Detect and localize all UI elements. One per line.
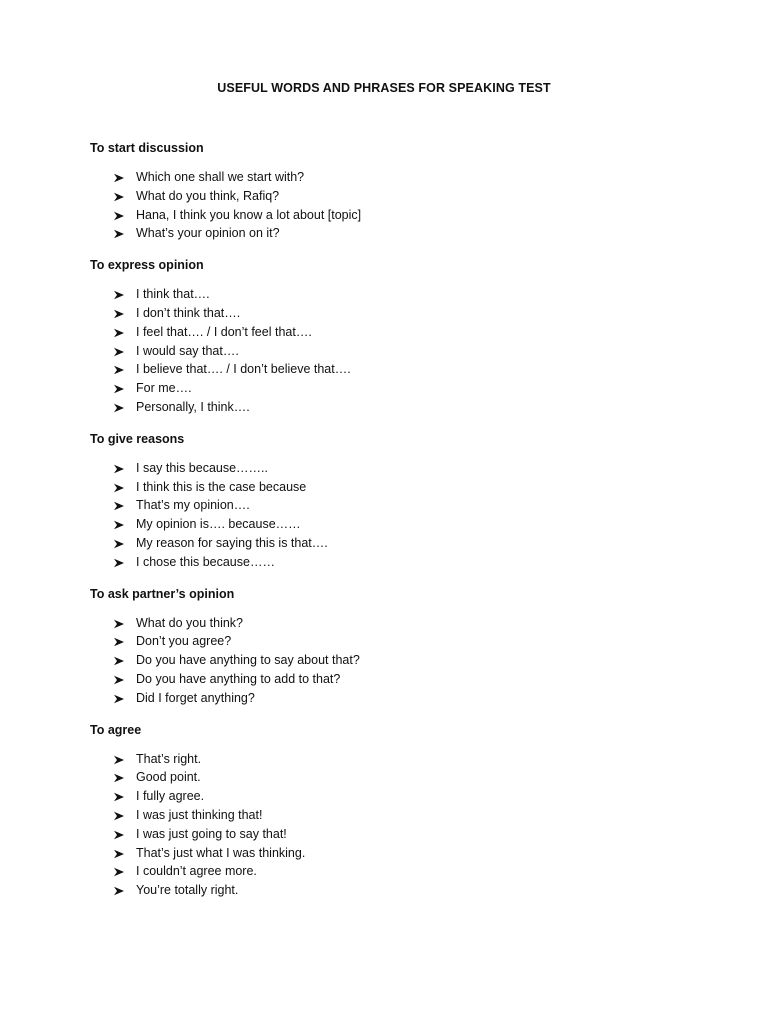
arrowhead-bullet-icon (113, 637, 125, 647)
arrowhead-bullet-icon (113, 830, 125, 840)
section-express-opinion (90, 256, 690, 417)
section-heading: To ask partner’s opinion (90, 586, 235, 601)
arrowhead-bullet-icon (113, 365, 125, 375)
list-item (90, 187, 690, 206)
list-item (90, 168, 690, 187)
phrase-list (90, 168, 690, 243)
list-item (90, 689, 690, 708)
list-item (90, 379, 690, 398)
list-item (90, 825, 690, 844)
list-item (90, 515, 690, 534)
arrowhead-bullet-icon (113, 173, 125, 183)
phrase-text: I don’t think that…. (136, 305, 241, 320)
list-item (90, 534, 690, 553)
phrase-text: What do you think? (136, 615, 244, 630)
phrase-text: Which one shall we start with? (136, 170, 305, 184)
phrase-text: My opinion is…. because…… (136, 517, 301, 532)
arrowhead-bullet-icon (113, 403, 125, 413)
list-item (90, 478, 690, 497)
phrase-text: I was just thinking that! (136, 807, 263, 822)
arrowhead-bullet-icon (113, 811, 125, 821)
document-title: USEFUL WORDS AND PHRASES FOR SPEAKING TEST (217, 81, 551, 95)
arrowhead-bullet-icon (113, 328, 125, 338)
arrowhead-bullet-icon (113, 464, 125, 474)
arrowhead-bullet-icon (113, 675, 125, 685)
phrase-text: Don’t you agree? (136, 634, 232, 649)
list-item (90, 285, 690, 304)
section-heading: To express opinion (90, 258, 204, 273)
list-item (90, 651, 690, 670)
phrase-text: I would say that…. (136, 343, 239, 358)
phrase-list (90, 459, 690, 572)
list-item (90, 398, 690, 417)
arrowhead-bullet-icon (113, 694, 125, 704)
arrowhead-bullet-icon (113, 229, 125, 239)
phrase-text: Did I forget anything? (136, 690, 255, 705)
arrowhead-bullet-icon (113, 539, 125, 549)
list-item (90, 844, 690, 863)
section-heading: To give reasons (90, 431, 185, 446)
list-item (90, 787, 690, 806)
phrase-text: I fully agree. (136, 789, 205, 804)
phrase-list (90, 285, 690, 417)
phrase-text: Do you have anything to say about that? (136, 653, 360, 668)
arrowhead-bullet-icon (113, 656, 125, 666)
section-heading: To start discussion (90, 141, 204, 155)
arrowhead-bullet-icon (113, 211, 125, 221)
phrase-text: I chose this because…… (136, 554, 275, 569)
phrase-text: I feel that…. / I don’t feel that…. (136, 324, 312, 339)
phrase-text: That’s just what I was thinking. (136, 845, 306, 860)
phrase-list (90, 750, 690, 900)
sections-container (90, 139, 690, 913)
phrase-text: I believe that…. / I don’t believe that…. (136, 362, 351, 377)
phrase-text: Personally, I think…. (136, 399, 250, 414)
list-item (90, 632, 690, 651)
list-item (90, 496, 690, 515)
section-give-reasons (90, 430, 690, 572)
arrowhead-bullet-icon (113, 755, 125, 765)
arrowhead-bullet-icon (113, 773, 125, 783)
section-agree (90, 721, 690, 900)
arrowhead-bullet-icon (113, 849, 125, 859)
list-item (90, 342, 690, 361)
section-start-discussion (90, 139, 690, 243)
list-item (90, 553, 690, 572)
arrowhead-bullet-icon (113, 886, 125, 896)
phrase-text: What’s your opinion on it? (136, 226, 280, 241)
list-item (90, 360, 690, 379)
arrowhead-bullet-icon (113, 520, 125, 530)
list-item (90, 614, 690, 633)
arrowhead-bullet-icon (113, 792, 125, 802)
phrase-text: Hana, I think you know a lot about [topic] (136, 207, 362, 222)
phrase-text: That’s my opinion…. (136, 498, 250, 513)
phrase-text: I say this because…….. (136, 460, 269, 475)
phrase-text: Do you have anything to add to that? (136, 671, 341, 686)
list-item (90, 206, 690, 225)
phrase-text: I couldn’t agree more. (136, 864, 257, 879)
list-item (90, 862, 690, 881)
list-item (90, 459, 690, 478)
list-item (90, 806, 690, 825)
arrowhead-bullet-icon (113, 483, 125, 493)
arrowhead-bullet-icon (113, 309, 125, 319)
list-item (90, 750, 690, 769)
arrowhead-bullet-icon (113, 558, 125, 568)
phrase-text: What do you think, Rafiq? (136, 188, 280, 203)
phrase-text: You’re totally right. (136, 883, 239, 898)
phrase-text: I was just going to say that! (136, 826, 287, 841)
arrowhead-bullet-icon (113, 384, 125, 394)
list-item (90, 670, 690, 689)
arrowhead-bullet-icon (113, 290, 125, 300)
section-ask-partner-opinion (90, 585, 690, 708)
phrase-list (90, 614, 690, 708)
section-heading: To agree (90, 722, 142, 737)
phrase-text: I think that…. (136, 287, 210, 302)
phrase-text: That’s right. (136, 751, 202, 766)
phrase-text: I think this is the case because (136, 479, 307, 494)
list-item (90, 323, 690, 342)
arrowhead-bullet-icon (113, 867, 125, 877)
arrowhead-bullet-icon (113, 192, 125, 202)
phrase-text: My reason for saying this is that…. (136, 535, 328, 550)
phrase-text: Good point. (136, 770, 201, 785)
list-item (90, 304, 690, 323)
arrowhead-bullet-icon (113, 619, 125, 629)
arrowhead-bullet-icon (113, 347, 125, 357)
list-item (90, 881, 690, 900)
arrowhead-bullet-icon (113, 501, 125, 511)
list-item (90, 768, 690, 787)
list-item (90, 224, 690, 243)
phrase-text: For me…. (136, 381, 192, 396)
